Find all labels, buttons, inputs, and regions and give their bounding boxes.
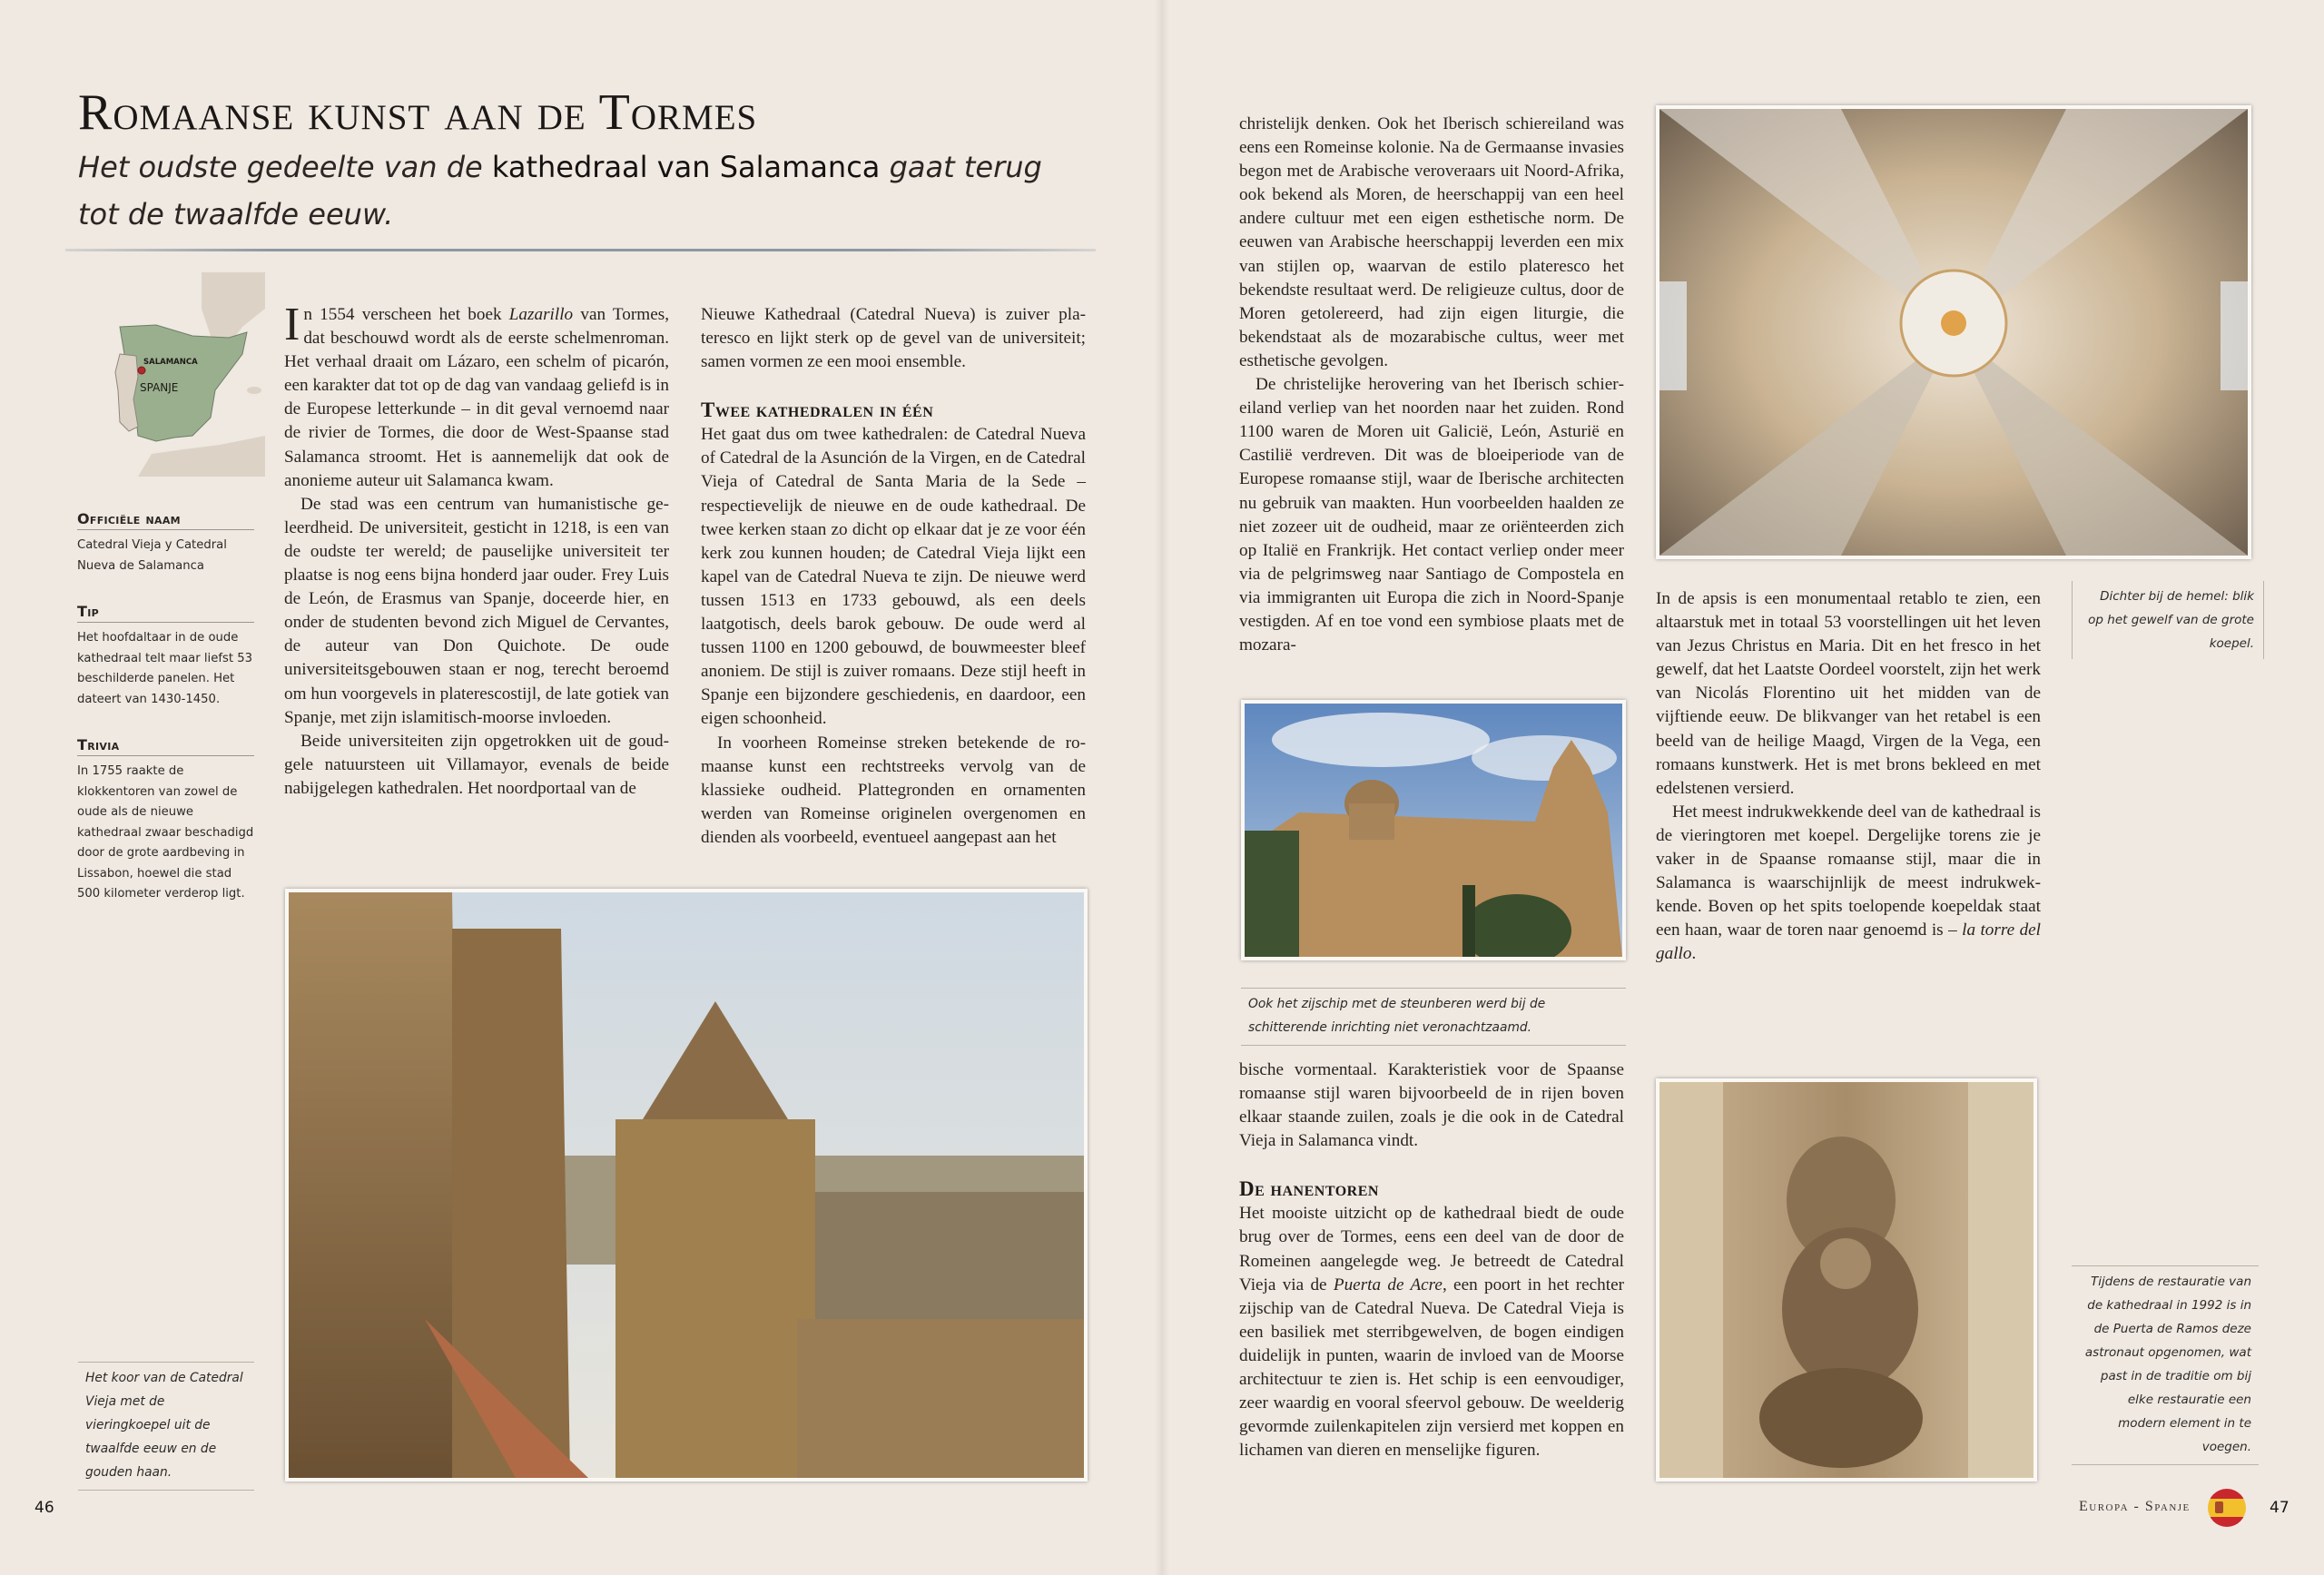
subtitle-bold: kathedraal van Salamanca [491,150,881,184]
paragraph [1239,1202,1624,1462]
page-gutter [1155,0,1169,1575]
paragraph: In voorheen Romeinse streken betekende de romaanse kunst een rechtstreeks vervolg van de klassieke oudheid. Plattegronden en ornamenten werden van Romeinse originelen overgenomen en dienden als voorbeeld, eventueel aangepast aan het [701,733,1086,847]
paragraph: In de apsis is een monumentaal retablo te zien, een altaarstuk met in totaal 53 voorstellingen uit het leven van Jezus Christus en Maria. Dit en het fresco in het gewelf, dat het Laatste Oordeel voorstelt, zijn het werk van Nicolás Florentino uit het midden van de vijftiende eeuw. De blikvanger van het retabel is een beeld van de heilige Maagd, Virgen de la Vega, een romaans kunstwerk. Het is met brons bekleed en met edelstenen versierd. [1656,589,2041,798]
location-map [84,272,265,477]
sidebar-heading: Trivia [77,736,254,756]
section-heading: Twee kathedralen in één [701,399,934,422]
text-run: Het meest indrukwekkende deel van de kathedraal is de vieringtoren met koepel. Dergelijke torens zie je vaker in de Spaanse romaanse stijl, maar die in Salamanca is waarschijnlijk de meest indrukwekkende. Boven op het spits toelopende koepeldak staat een haan, waar de toren naar genoemd is – [1656,802,2041,940]
sidebar-heading: Tip [77,603,254,623]
section-heading: De hanentoren [1239,1177,1379,1201]
caption-astronaut: Tijdens de restauratie van de kathedraal in 1992 is in de Puerta de Ramos deze astronaut opgenomen, wat past in de traditie om bij elke restauratie een modern element in te voegen. [2072,1265,2259,1465]
page-subtitle [78,143,1077,238]
sidebar-official-name [77,510,254,576]
drop-cap: I [284,299,300,350]
side-aisle-image [1245,704,1622,957]
sidebar-text: Het hoofdaltaar in de oude kathedraal telt maar liefst 53 beschilderde panelen. Het dateert van 1430-1450. [77,631,252,706]
paragraph: bische vormentaal. Karakteristiek voor de Spaanse romaanse stijl waren bijvoorbeeld de in rijen boven elkaar staande zuilen, zoals je die ook in de Catedral Vieja in Salamanca vindt. [1239,1060,1624,1151]
section-label: Europa - Spanje [2079,1499,2191,1514]
paragraph: Nieuwe Kathedraal (Catedral Nueva) is zuiver plateresco en lijkt sterk op de gevel van de universiteit; samen vormen ze een mooi ensemble. [701,305,1086,372]
map-country-label: SPANJE [140,381,179,394]
body-column-2 [701,303,1086,850]
page-number-left: 46 [34,1499,54,1517]
text-run: . [1691,944,1697,964]
sidebar-tip [77,603,254,710]
paragraph [1656,801,2041,967]
iberia-map-graphic [84,272,265,477]
photo-astronaut [1656,1078,2037,1481]
title-divider [65,249,1096,251]
body-column-3-bottom [1239,1058,1624,1462]
body-column-4 [1656,587,2041,967]
france-shape [202,272,265,345]
body-column-3-top [1239,113,1624,657]
caption-dome: Dichter bij de hemel: blik op het gewelf van de grote koepel. [2072,581,2264,659]
paragraph: Het gaat dus om twee kathedralen: de Catedral Nueva of Catedral de la Asunción de la Virgen, en de Catedral Vieja of Catedral de Santa Maria de la Sede – respectievelijk de nieuwe en de oude kathedraal. De twee kerken staan zo dicht op elkaar dat je ze voor één kerk zou kunnen houden; de Catedral Vieja lijkt een kapel van de Catedral Nueva te zijn. De nieuwe werd tussen 1513 en 1733 gebouwd, als een deels laatgotisch, deels barok gebouw. De oude werd al tussen 1100 en 1200 gebouwd, de bouwmeester bleef anoniem. De stijl is zuiver romaans. Deze stijl heeft in Spanje een bijzondere geschiedenis, en daardoor, een eigen schoonheid. [701,425,1086,729]
caption-side-aisle: Ook het zijschip met de steunberen werd bij de schitterende inrichting niet veronachtzaamd. [1241,988,1626,1046]
text-run: Het mooiste uitzicht op de kathedraal biedt de oude brug over de Tormes, eens een deel van de door de Romeinen aangelegde weg. Je betreedt de Catedral Vieja via de [1239,1204,1624,1294]
sidebar-text: In 1755 raakte de klokkentoren van zowel de oude als de nieuwe kathedraal zwaar beschadigd door de grote aardbeving in Lissabon, hoewel die stad 500 kilometer verderop ligt. [77,764,254,901]
paragraph [284,299,669,493]
salamanca-marker-icon [138,367,145,374]
text-run: , een poort in het rechter zijschip van de Catedral Nueva. De Catedral Vieja is een basiliek met sterribgewelven, de bogen eindigen duidelijk in punten, waarin de invloed van de Moorse architectuur te zien is. Het schip is een eenvoudiger, zeer waardig en vooral sfeervol gebouw. De weelderig gevormde zuilenkapitelen zijn versierd met koppen en lichamen van dieren en menselijke figuren. [1239,1275,1624,1461]
map-city-label: SALAMANCA [143,358,198,367]
sidebar-text: Catedral Vieja y Catedral Nueva de Salamanca [77,538,227,573]
text-run: n 1554 verscheen het boek [303,305,509,324]
page-number-right: 47 [2270,1499,2290,1517]
old-cathedral-image [289,892,1084,1478]
balearic-shape [247,387,261,394]
africa-shape [138,436,265,477]
text-run: van Tormes, dat beschouwd wordt als de eerste schelmenroman. Het verhaal draait om Lázaro, een schelm of picarón, een karakter dat tot op de dag van vandaag geliefd is in de Europese letterkunde – in dit geval vernoemd naar de rivier de Tormes, die door de West-Spaanse stad Salamanca stroomt. Het is aannemelijk dat ook de anonieme auteur uit Salamanca kwam. [284,305,669,490]
spain-flag-icon [2208,1489,2246,1527]
photo-old-cathedral [285,889,1088,1481]
astronaut-carving-image [1659,1082,2034,1478]
sidebar-heading: Officiële naam [77,510,254,530]
dome-vault-image [1659,109,2248,556]
photo-dome-vault [1656,105,2251,559]
subtitle-part1: Het oudste gedeelte van de [78,150,492,184]
photo-side-aisle [1241,700,1626,960]
paragraph: Beide universiteiten zijn opgetrokken uit de goudgele natuursteen uit Villamayor, evenals de beide nabijgelegen kathedralen. Het noordportaal van de [284,731,669,798]
spain-shape [120,325,247,441]
subtitle-part2: gaat terug tot de twaalfde eeuw. [78,150,1042,231]
portugal-shape [115,354,138,431]
sidebar-trivia [77,736,254,905]
body-column-1 [284,299,669,801]
paragraph: christelijk denken. Ook het Iberisch schiereiland was eens een Romeinse kolonie. Na de Germaanse invasies begon met de Arabische veroveraars uit Noord-Afrika, ook bekend als Moren, de heerschappij van een heel andere cultuur met een eigen esthetische norm. De eeuwen van Arabische heerschappij leverden een mix van stijlen op, waarvan de estilo plateresco het bekendste resultaat werd. De religieuze cultus, door de Moren getolereerd, had zijn eigen liturgie, die bekendstaat als de mozarabische cultus, weer met esthetische gevolgen. [1239,114,1624,370]
page-title: Romaanse kunst aan de Tormes [78,84,758,141]
paragraph: De stad was een centrum van humanistische geleerdheid. De universiteit, gesticht in 1218, is een van de oudste ter wereld; de pauselijke universiteit ter plaatse is nog eens bijna honderd jaar ouder. Frey Luis de León, de Erasmus van Spanje, doceerde hier, en onder de studenten bevond zich Miguel de Cervantes, de auteur van Don Quichote. De oude universiteitsgebouwen staan er nog, terecht beroemd om hun voorgevels in platerescostijl, de late gotiek van Spanje, met zijn islamitisch-moorse invloeden. [284,494,669,727]
book-title: Lazarillo [508,305,574,324]
gate-name: Puerta de Acre [1333,1275,1443,1294]
tower-name: la torre del gallo [1656,920,2042,964]
caption-old-cathedral: Het koor van de Catedral Vieja met de vieringkoepel uit de twaalfde eeuw en de gouden haan. [78,1362,254,1491]
paragraph: De christelijke herovering van het Iberisch schiereiland verliep van het noorden naar het zuiden. Rond 1100 waren de Moren uit Galicië, León, Asturië en Castilië verdreven. Dit was de bloeiperiode van de Europese romaanse stijl, waar de Iberische architecten nu gebruik van maakten. Hun voorbeelden haalden ze niet zozeer uit de oudheid, maar ze oriënteerden zich op Italië en Frankrijk. Het contact verliep onder meer via de pelgrimsweg naar Santiago de Compostela en via immigranten uit Europa die zich in Noord-Spanje vestigden. Af en toe vond een symbiose plaats met de mozara- [1239,375,1624,655]
